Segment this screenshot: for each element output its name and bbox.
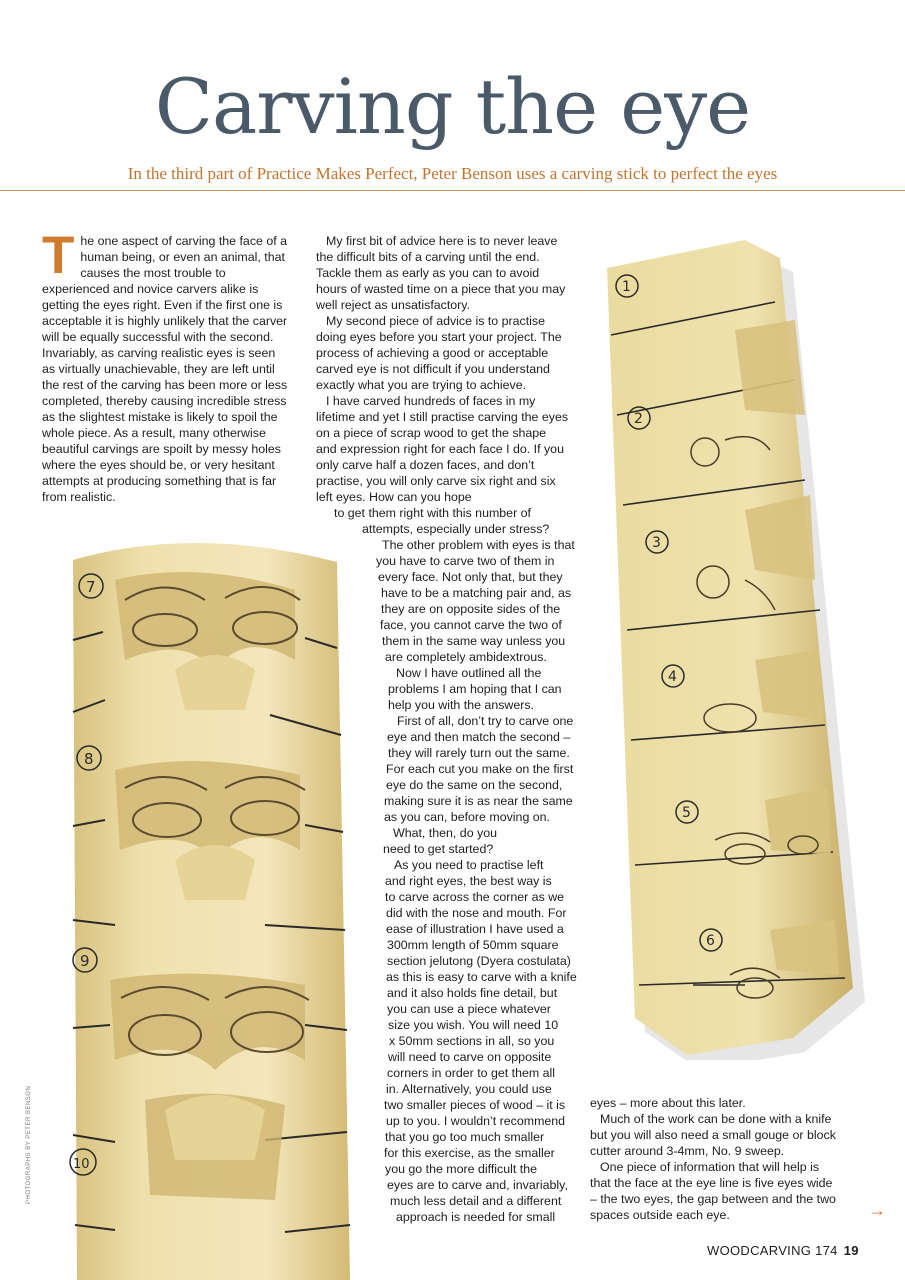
- column-1: [42, 226, 290, 505]
- text-line: to get them right with this number of: [334, 506, 531, 520]
- text-line: up to you. I wouldn’t recommend: [386, 1114, 566, 1128]
- carving-stick-photo-right: [595, 240, 865, 1060]
- text-line: section jelutong (Dyera costulata): [387, 954, 571, 968]
- text-line: they are on opposite sides of the: [381, 602, 561, 616]
- section-label-4: 4: [668, 669, 677, 685]
- standfirst: In the third part of Practice Makes Perfect, Peter Benson uses a carving stick to perfect the eyes: [127, 164, 778, 183]
- section-label-10: 10: [73, 1157, 90, 1172]
- text-line: making sure it is as near the same: [384, 794, 573, 808]
- text-line: as this is easy to carve with a knife: [386, 970, 577, 984]
- text-line: corners in order to get them all: [387, 1066, 556, 1080]
- section-label-8: 8: [84, 750, 94, 768]
- text-line: attempts, especially under stress?: [362, 522, 550, 536]
- text-line: did with the nose and mouth. For: [386, 906, 567, 920]
- body-paragraph: My first bit of advice here is to never leave the difficult bits of a carving until the end. Tackle them as early as you can to avoid hours of wasted time on a piece that you may well reject as unsatisfactory.: [316, 234, 566, 312]
- section-label-6: 6: [706, 933, 715, 949]
- body-paragraph: One piece of information that will help is that the face at the eye line is five eyes wide – the two eyes, the gap between and the two spaces outside each eye.: [590, 1160, 836, 1222]
- text-line: that you go too much smaller: [385, 1130, 545, 1144]
- text-line: First of all, don’t try to carve one: [397, 714, 574, 728]
- text-line: size you wish. You will need 10: [388, 1018, 559, 1032]
- text-line: help you with the answers.: [388, 698, 535, 712]
- text-line: much less detail and a different: [390, 1194, 562, 1208]
- text-line: x 50mm sections in all, so you: [389, 1034, 555, 1048]
- text-line: and right eyes, the best way is: [385, 874, 552, 888]
- text-line: for this exercise, as the smaller: [384, 1146, 555, 1160]
- text-line: will need to carve on opposite: [388, 1050, 552, 1064]
- column-2: [316, 233, 570, 505]
- text-line: As you need to practise left: [394, 858, 544, 872]
- intro-text: he one aspect of carving the face of a human being, or even an animal, that causes the most trouble to experienced and novice carvers alike is getting the eyes right. Even if the first one is acceptable it is highly unlikely that the carver will be equally successful with the second. Invariably, as carving realistic eyes is seen as virtually unachievable, they are left until the rest of the carving has been more or less completed, thereby causing incredible stress as the slightest mistake is likely to spoil the whole piece. As a result, many otherwise beautiful carvings are spoilt by messy holes where the eyes should be, or very hesitant attempts at producing something that is far from realistic.: [42, 234, 288, 504]
- text-line: you have to carve two of them in: [376, 554, 555, 568]
- text-line: every face. Not only that, but they: [378, 570, 563, 584]
- carving-stick-photo-left: [55, 520, 355, 1280]
- header-rule: [0, 190, 905, 191]
- text-line: them in the same way unless you: [382, 634, 566, 648]
- section-label-9: 9: [80, 952, 90, 970]
- page-title: Carving the eye: [154, 62, 751, 151]
- photo-credit: PHOTOGRAPHS BY PETER BENSON: [26, 1085, 32, 1204]
- text-line: For each cut you make on the first: [386, 762, 574, 776]
- body-paragraph: My second piece of advice is to practise doing eyes before you start your project. The process of achieving a good or acceptable carved eye is not difficult if you understand exactly what you are trying to achieve.: [316, 314, 562, 392]
- text-line: eyes are to carve and, invariably,: [387, 1178, 568, 1192]
- body-paragraph: eyes – more about this later.: [590, 1096, 746, 1110]
- text-line: you can use a piece whatever: [387, 1002, 551, 1016]
- text-line: ease of illustration I have used a: [386, 922, 564, 936]
- text-line: they will rarely turn out the same.: [388, 746, 570, 760]
- body-paragraph: Much of the work can be done with a knife but you will also need a small gouge or block cutter around 3-4mm, No. 9 sweep.: [590, 1112, 836, 1158]
- folio: [707, 1243, 859, 1258]
- drop-cap: T: [42, 226, 75, 285]
- continue-arrow-icon: →: [868, 1200, 886, 1220]
- section-label-7: 7: [86, 578, 96, 596]
- section-label-3: 3: [652, 535, 661, 551]
- text-line: The other problem with eyes is that: [382, 538, 575, 552]
- section-label-5: 5: [682, 805, 691, 821]
- publication-name: WOODCARVING 174: [707, 1243, 838, 1258]
- text-line: you go the more difficult the: [385, 1162, 537, 1176]
- text-line: in. Alternatively, you could use: [386, 1082, 552, 1096]
- text-line: are completely ambidextrous.: [385, 650, 547, 664]
- page-number: 19: [843, 1243, 859, 1258]
- text-line: problems I am hoping that I can: [388, 682, 562, 696]
- text-line: approach is needed for small: [396, 1210, 556, 1224]
- text-line: and it also holds fine detail, but: [387, 986, 558, 1000]
- text-line: need to get started?: [383, 842, 494, 856]
- section-label-2: 2: [634, 411, 643, 427]
- body-paragraph: I have carved hundreds of faces in my lifetime and yet I still practise carving the eyes on a piece of scrap wood to get the shape and expression right for each face I do. If you only carve half a dozen faces, and don’t practise, you will only carve six right and six left eyes. How can you hope: [316, 394, 569, 504]
- text-line: as you can, before moving on.: [384, 810, 550, 824]
- intro-paragraph: [42, 226, 290, 505]
- text-line: Now I have outlined all the: [396, 666, 542, 680]
- text-line: have to be a matching pair and, as: [381, 586, 572, 600]
- text-line: eye and then match the second –: [387, 730, 571, 744]
- column-3: [590, 1095, 840, 1223]
- text-line: What, then, do you: [393, 826, 498, 840]
- text-line: face, you cannot carve the two of: [380, 618, 562, 632]
- text-line: to carve across the corner as we: [385, 890, 565, 904]
- text-line: eye do the same on the second,: [386, 778, 563, 792]
- section-label-1: 1: [622, 279, 631, 295]
- text-line: 300mm length of 50mm square: [387, 938, 559, 952]
- text-line: two smaller pieces of wood – it is: [384, 1098, 566, 1112]
